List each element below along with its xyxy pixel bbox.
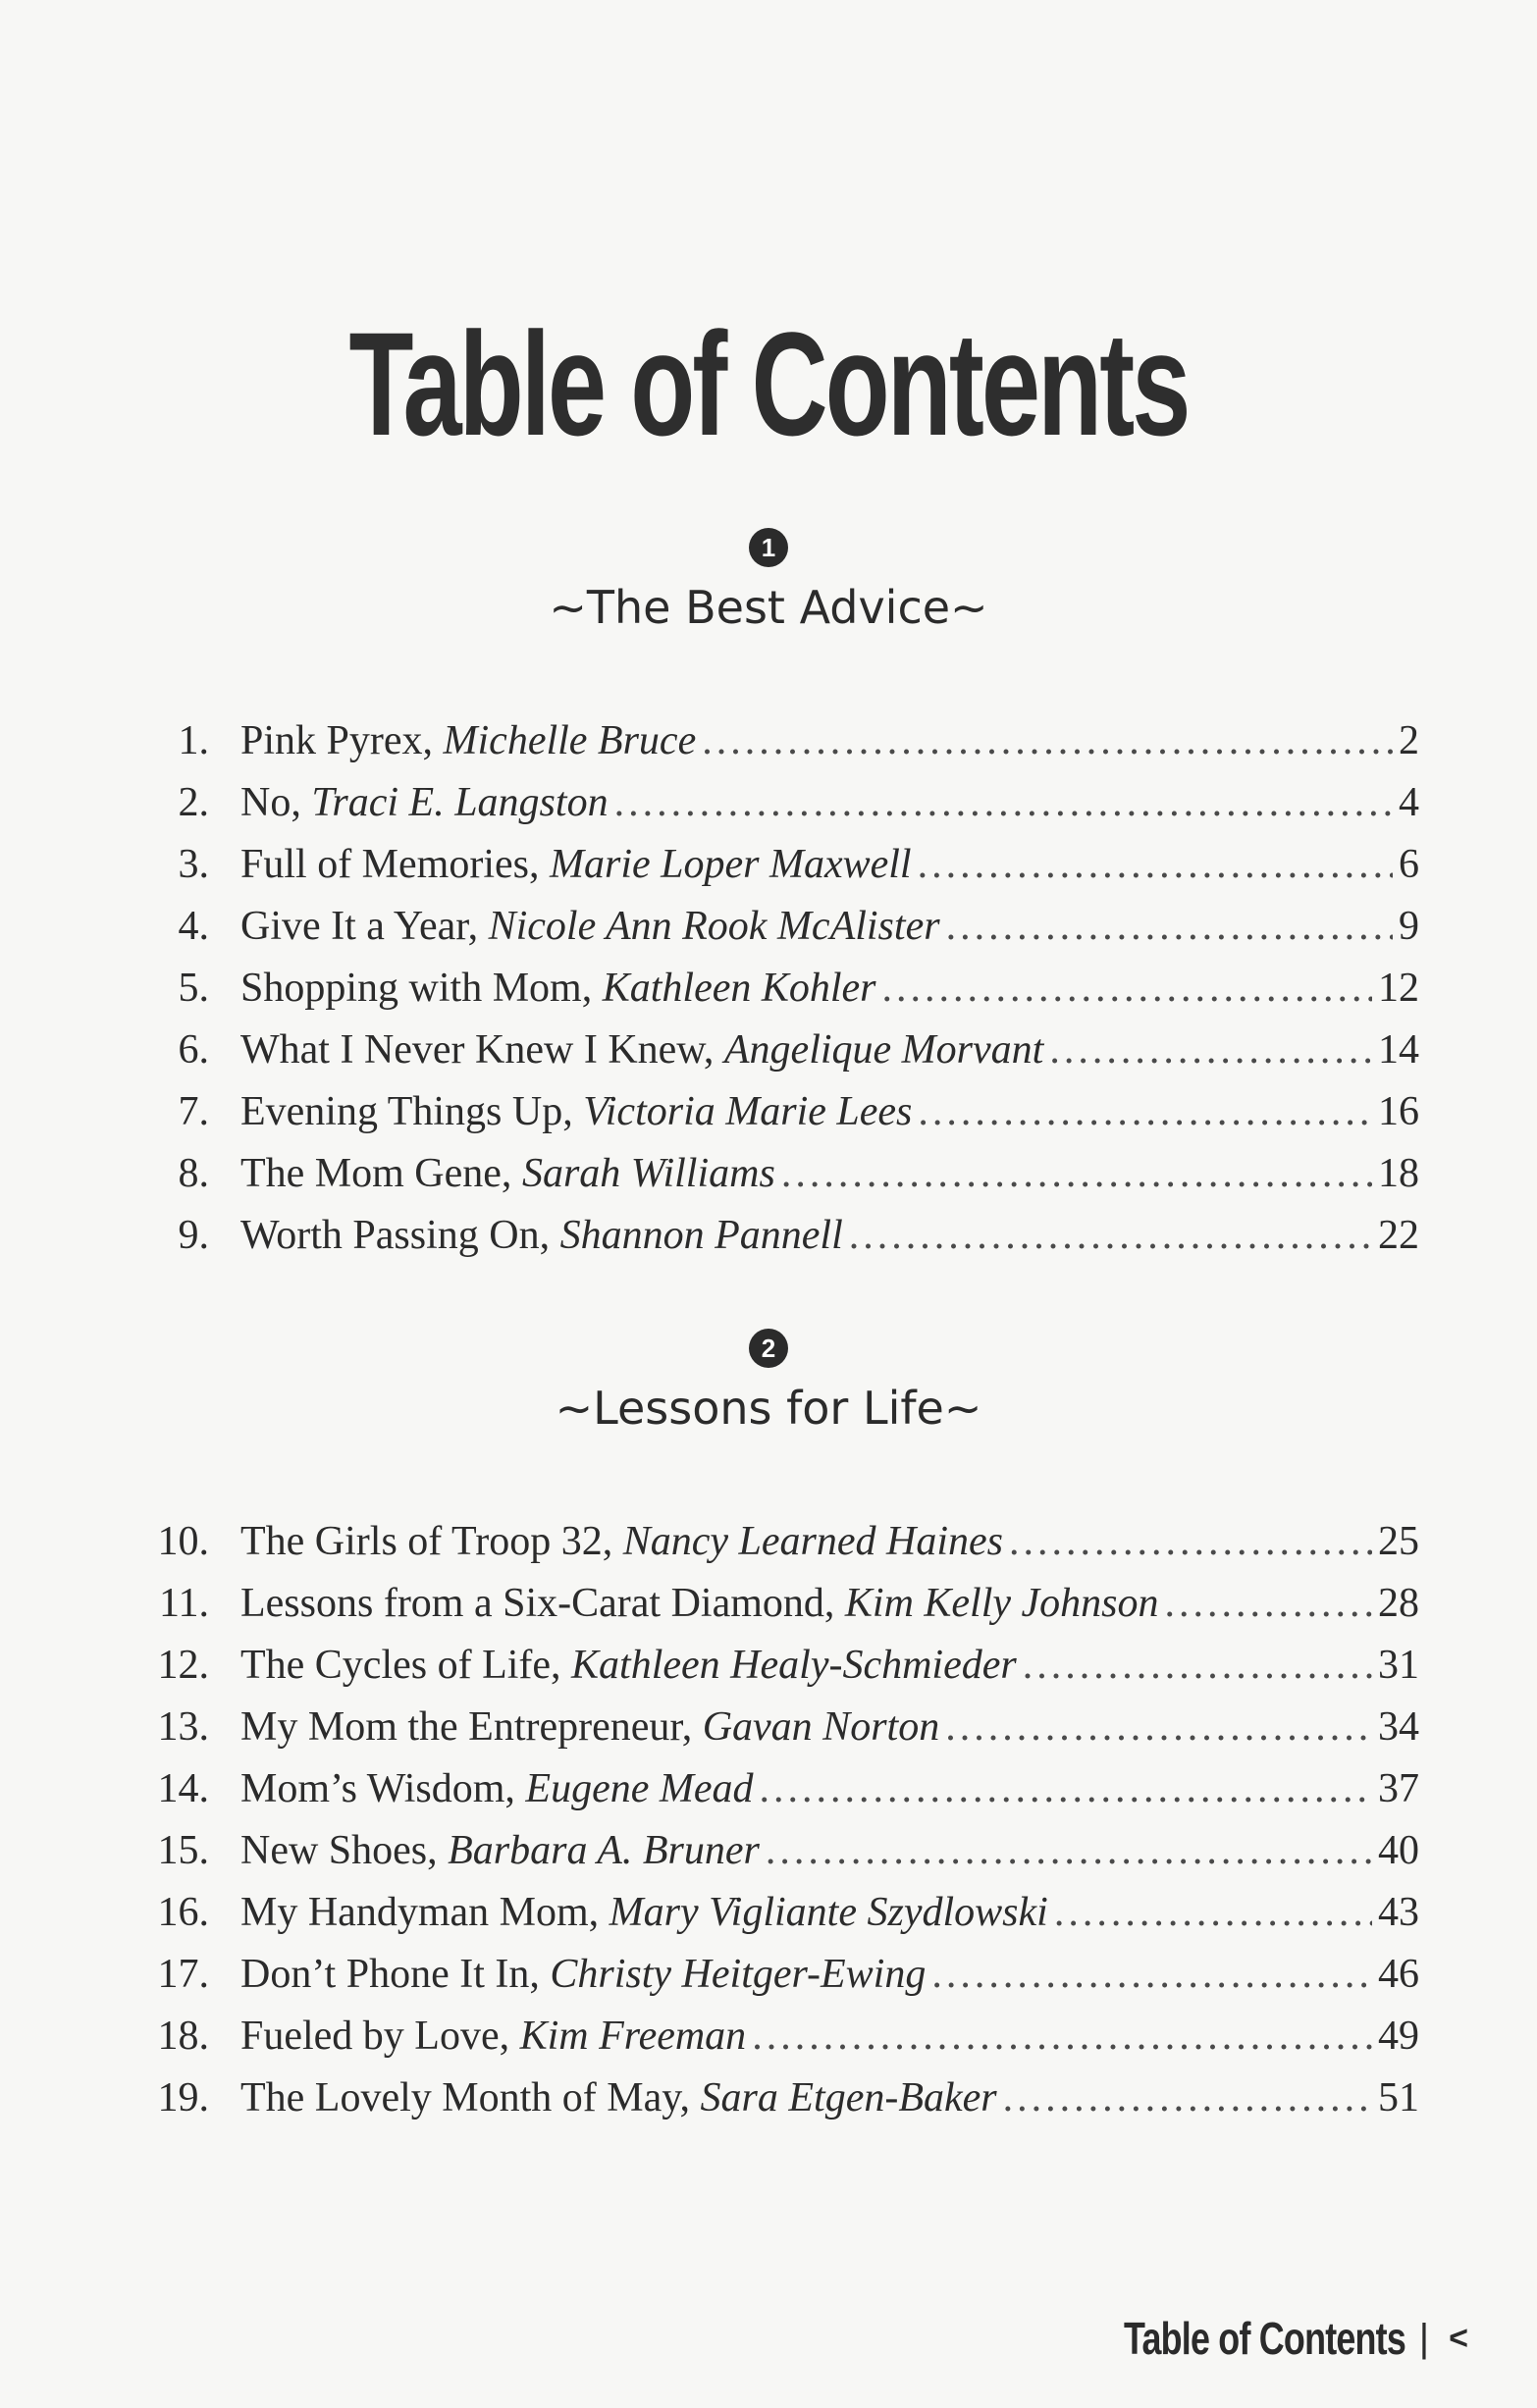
entry-text: [240, 710, 696, 772]
entry-text: [240, 1573, 1159, 1635]
toc-entry[interactable]: [137, 1081, 1419, 1143]
toc-entry[interactable]: [137, 1573, 1419, 1635]
toc-entry[interactable]: [137, 2068, 1419, 2129]
entry-title: Lessons from a Six-Carat Diamond,: [240, 1581, 845, 1626]
entry-author: Nicole Ann Rook McAlister: [488, 904, 940, 949]
entry-title: No,: [240, 780, 312, 825]
entry-page-number: 25: [1378, 1519, 1419, 1564]
entry-page-number: 9: [1399, 904, 1419, 949]
dot-leader: [931, 1944, 1372, 2006]
entry-number: 11.: [159, 1581, 209, 1626]
toc-entry[interactable]: [137, 1820, 1419, 1882]
entry-number: 10.: [157, 1519, 209, 1564]
entry-text: [240, 958, 876, 1020]
entry-author: Eugene Mead: [525, 1766, 754, 1811]
entry-author: Victoria Marie Lees: [583, 1089, 913, 1134]
toc-entry[interactable]: [137, 896, 1419, 958]
entry-title: Give It a Year,: [240, 904, 489, 949]
entry-author: Kim Kelly Johnson: [844, 1581, 1159, 1626]
entry-author: Sara Etgen-Baker: [700, 2075, 997, 2120]
entry-text: [240, 1758, 754, 1820]
entry-text: [240, 1511, 1003, 1573]
section-number-badge: 1: [749, 528, 788, 567]
entry-title: The Girls of Troop 32,: [240, 1519, 623, 1564]
entry-page-number: 40: [1378, 1828, 1419, 1873]
entry-title: Pink Pyrex,: [240, 718, 444, 763]
entry-number: 9.: [178, 1213, 209, 1258]
entry-page-number: 28: [1378, 1581, 1419, 1626]
entry-number: 15.: [157, 1828, 209, 1873]
entry-author: Gavan Norton: [702, 1704, 940, 1750]
entry-number: 7.: [178, 1089, 209, 1134]
dot-leader: [918, 834, 1393, 896]
entry-number: 14.: [157, 1766, 209, 1811]
entry-number: 4.: [178, 904, 209, 949]
entry-author: Christy Heitger-Ewing: [550, 1952, 927, 1997]
section-1-entries: [137, 710, 1419, 1267]
toc-entry[interactable]: [137, 1944, 1419, 2006]
entry-text: [240, 772, 609, 834]
entry-title: Evening Things Up,: [240, 1089, 584, 1134]
entry-title: Worth Passing On,: [240, 1213, 560, 1258]
entry-title: What I Never Knew I Knew,: [240, 1027, 724, 1073]
toc-entry[interactable]: [137, 772, 1419, 834]
section-number-badge: 2: [749, 1329, 788, 1368]
entry-page-number: 37: [1378, 1766, 1419, 1811]
entry-number: 17.: [157, 1952, 209, 1997]
entry-author: Barbara A. Bruner: [448, 1828, 760, 1873]
entry-number: 2.: [178, 780, 209, 825]
footer-title: Table of Contents: [1123, 2313, 1405, 2364]
entry-page-number: 4: [1399, 780, 1419, 825]
entry-page-number: 14: [1378, 1027, 1419, 1073]
toc-entry[interactable]: [137, 710, 1419, 772]
entry-number: 13.: [157, 1704, 209, 1750]
entry-text: [240, 834, 912, 896]
dot-leader: [882, 958, 1372, 1020]
toc-entry[interactable]: [137, 1511, 1419, 1573]
dot-leader: [702, 710, 1393, 772]
footer-divider: |: [1418, 2316, 1430, 2360]
entry-page-number: 51: [1378, 2075, 1419, 2120]
entry-title: The Mom Gene,: [240, 1151, 522, 1196]
entry-number: 1.: [178, 718, 209, 763]
dot-leader: [1054, 1882, 1372, 1944]
entry-text: [240, 1081, 912, 1143]
entry-number: 3.: [178, 842, 209, 887]
entry-page-number: 46: [1378, 1952, 1419, 1997]
page-title: Table of Contents: [348, 300, 1189, 466]
entry-author: Mary Vigliante Szydlowski: [609, 1890, 1048, 1935]
entry-title: My Handyman Mom,: [240, 1890, 610, 1935]
dot-leader: [1023, 1635, 1372, 1697]
dot-leader: [1049, 1020, 1372, 1081]
entry-number: 5.: [178, 966, 209, 1011]
toc-entry[interactable]: [137, 2006, 1419, 2068]
entry-text: [240, 1944, 926, 2006]
entry-page-number: 18: [1378, 1151, 1419, 1196]
dot-leader: [781, 1143, 1372, 1205]
section-2-entries: [137, 1511, 1419, 2129]
toc-entry[interactable]: [137, 1635, 1419, 1697]
entry-text: [240, 1143, 775, 1205]
entry-text: [240, 2006, 746, 2068]
entry-text: [240, 1205, 843, 1267]
entry-author: Kathleen Healy-Schmieder: [571, 1643, 1017, 1688]
dot-leader: [918, 1081, 1372, 1143]
entry-page-number: 6: [1399, 842, 1419, 887]
entry-author: Traci E. Langston: [311, 780, 609, 825]
dot-leader: [752, 2006, 1372, 2068]
entry-page-number: 31: [1378, 1643, 1419, 1688]
entry-title: Fueled by Love,: [240, 2014, 520, 2059]
dot-leader: [614, 772, 1393, 834]
section-title: ~Lessons for Life~: [555, 1382, 982, 1435]
dot-leader: [945, 1697, 1372, 1758]
entry-text: [240, 1697, 939, 1758]
toc-entry[interactable]: [137, 1882, 1419, 1944]
entry-page-number: 22: [1378, 1213, 1419, 1258]
toc-entry[interactable]: [137, 958, 1419, 1020]
entry-author: Marie Loper Maxwell: [549, 842, 912, 887]
entry-page-number: 2: [1399, 718, 1419, 763]
toc-entry[interactable]: [137, 1020, 1419, 1081]
section-title: ~The Best Advice~: [549, 581, 988, 634]
entry-title: The Cycles of Life,: [240, 1643, 572, 1688]
entry-number: 8.: [178, 1151, 209, 1196]
entry-number: 18.: [157, 2014, 209, 2059]
entry-text: [240, 1020, 1043, 1081]
toc-entry[interactable]: [137, 1758, 1419, 1820]
entry-author: Kim Freeman: [519, 2014, 747, 2059]
toc-entry[interactable]: [137, 1205, 1419, 1267]
dot-leader: [1165, 1573, 1372, 1635]
entry-page-number: 16: [1378, 1089, 1419, 1134]
entry-page-number: 12: [1378, 966, 1419, 1011]
entry-author: Sarah Williams: [521, 1151, 775, 1196]
entry-title: Full of Memories,: [240, 842, 550, 887]
toc-entry[interactable]: [137, 1697, 1419, 1758]
dot-leader: [766, 1820, 1372, 1882]
entry-text: [240, 2068, 997, 2129]
section-header-1: [0, 528, 1537, 642]
footer-arrow-icon: <: [1449, 2319, 1468, 2357]
entry-number: 6.: [178, 1027, 209, 1073]
entry-author: Nancy Learned Haines: [622, 1519, 1003, 1564]
entry-text: [240, 1820, 760, 1882]
entry-number: 16.: [157, 1890, 209, 1935]
entry-author: Shannon Pannell: [559, 1213, 843, 1258]
entry-number: 12.: [157, 1643, 209, 1688]
toc-entry[interactable]: [137, 834, 1419, 896]
dot-leader: [1003, 2068, 1372, 2129]
entry-title: My Mom the Entrepreneur,: [240, 1704, 703, 1750]
entry-title: New Shoes,: [240, 1828, 449, 1873]
entry-page-number: 49: [1378, 2014, 1419, 2059]
toc-entry[interactable]: [137, 1143, 1419, 1205]
entry-title: Shopping with Mom,: [240, 966, 603, 1011]
section-header-2: [0, 1329, 1537, 1442]
entry-author: Michelle Bruce: [443, 718, 697, 763]
entry-author: Kathleen Kohler: [602, 966, 876, 1011]
entry-number: 19.: [157, 2075, 209, 2120]
dot-leader: [946, 896, 1393, 958]
entry-author: Angelique Morvant: [723, 1027, 1044, 1073]
entry-text: [240, 896, 940, 958]
entry-text: [240, 1882, 1048, 1944]
entry-title: The Lovely Month of May,: [240, 2075, 701, 2120]
entry-text: [240, 1635, 1017, 1697]
entry-title: Don’t Phone It In,: [240, 1952, 551, 1997]
dot-leader: [760, 1758, 1373, 1820]
entry-page-number: 34: [1378, 1704, 1419, 1750]
dot-leader: [1009, 1511, 1372, 1573]
entry-page-number: 43: [1378, 1890, 1419, 1935]
entry-title: Mom’s Wisdom,: [240, 1766, 526, 1811]
dot-leader: [849, 1205, 1372, 1267]
running-footer: [1044, 2312, 1468, 2365]
